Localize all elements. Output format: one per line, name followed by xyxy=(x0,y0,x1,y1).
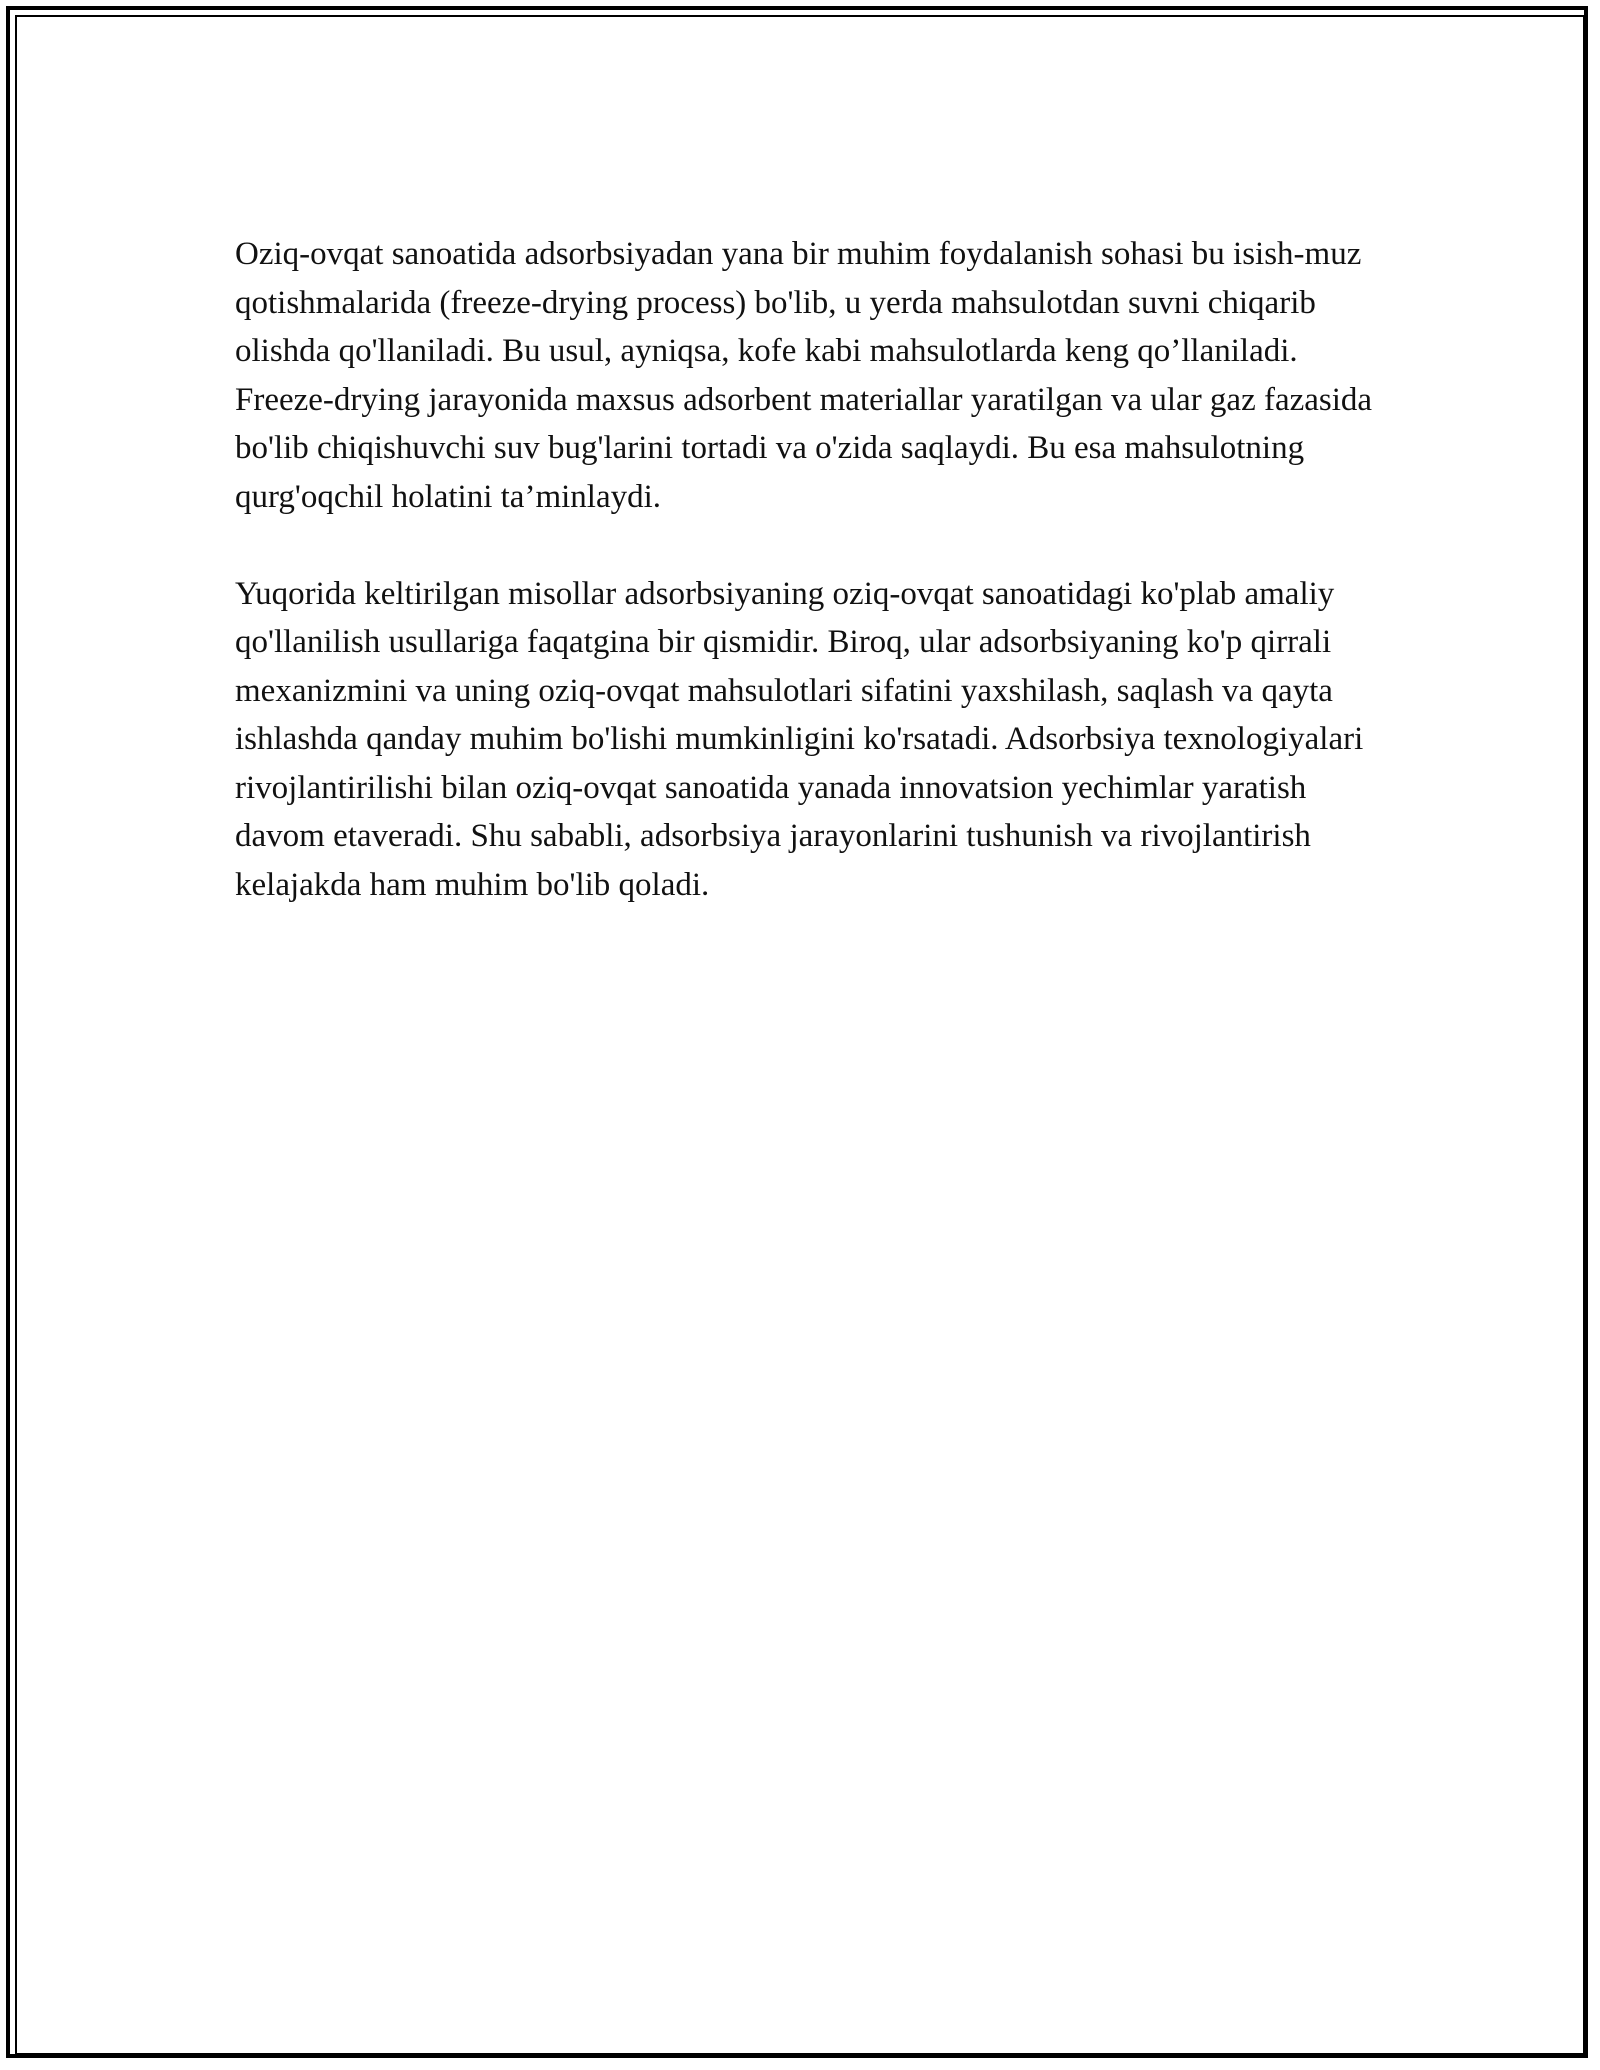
paragraph-freeze-drying: Oziq-ovqat sanoatida adsorbsiyadan yana bir muhim foydalanish sohasi bu isish-muz qotishmalarida (freeze-drying process) bo'lib, u yerda mahsulotdan suvni chiqarib olishda qo'llaniladi. Bu usul, ayniqsa, kofe kabi mahsulotlarda keng qo’llaniladi. Freeze-drying jarayonida maxsus adsorbent materiallar yaratilgan va ular gaz fazasida bo'lib chiqishuvchi suv bug'larini tortadi va o'zida saqlaydi. Bu esa mahsulotning qurg'oqchil holatini ta’minlaydi. xyxy=(235,236,1373,515)
document-body xyxy=(235,230,1385,909)
paragraph-conclusion: Yuqorida keltirilgan misollar adsorbsiyaning oziq-ovqat sanoatidagi ko'plab amaliy qo'llanilish usullariga faqatgina bir qismidir. Biroq, ular adsorbsiyaning ko'p qirrali mexanizmini va uning oziq-ovqat mahsulotlari sifatini yaxshilash, saqlash va qayta ishlashda qanday muhim bo'lishi mumkinligini ko'rsatadi. Adsorbsiya texnologiyalari rivojlantirilishi bilan oziq-ovqat sanoatida yanada innovatsion yechimlar yaratish davom etaveradi. Shu sababli, adsorbsiya jarayonlarini tushunish va rivojlantirish kelajakda ham muhim bo'lib qoladi. xyxy=(235,575,1364,903)
